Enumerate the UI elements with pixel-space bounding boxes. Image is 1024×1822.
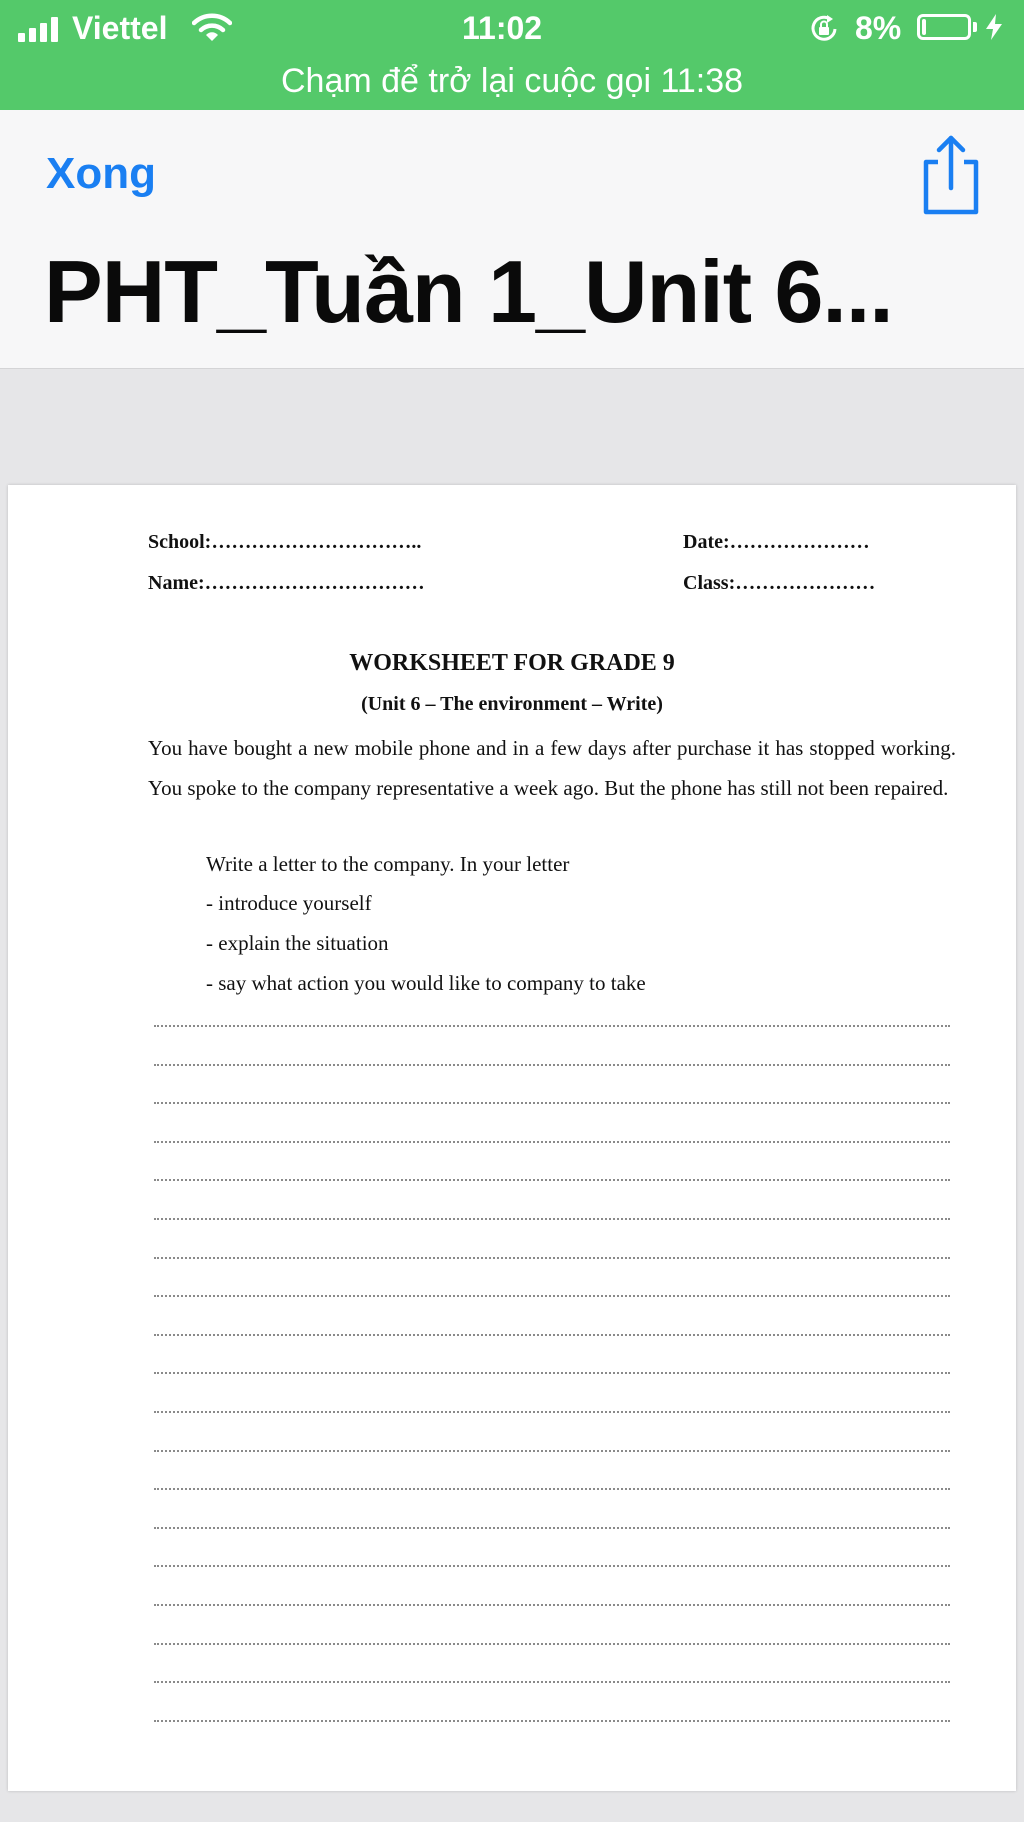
answer-line xyxy=(154,1372,950,1374)
class-field: Class:………………… xyxy=(683,572,876,594)
answer-line xyxy=(154,1488,950,1490)
school-field: School:………………………….. xyxy=(148,531,422,553)
answer-line xyxy=(154,1604,950,1606)
answer-line xyxy=(154,1025,950,1027)
worksheet-title: WORKSHEET FOR GRADE 9 xyxy=(349,650,675,676)
rotation-lock-icon xyxy=(808,13,840,43)
worksheet-subtitle: (Unit 6 – The environment – Write) xyxy=(361,693,663,715)
share-icon[interactable] xyxy=(918,132,984,218)
instruction-line: - introduce yourself xyxy=(206,891,372,915)
battery-fill xyxy=(922,19,926,35)
answer-line xyxy=(154,1295,950,1297)
nav-header xyxy=(0,110,1024,369)
wifi-icon xyxy=(192,12,232,42)
status-row xyxy=(0,0,1024,58)
answer-line xyxy=(154,1450,950,1452)
answer-line xyxy=(154,1411,950,1413)
instruction-line: - explain the situation xyxy=(206,931,389,955)
return-to-call-banner[interactable]: Chạm để trở lại cuộc gọi 11:38 xyxy=(280,62,744,100)
signal-icon xyxy=(18,16,58,42)
answer-line xyxy=(154,1064,950,1066)
name-field: Name:…………………………… xyxy=(148,572,425,594)
answer-line xyxy=(154,1334,950,1336)
status-bar xyxy=(0,0,1024,110)
answer-lines xyxy=(154,1025,950,1765)
document-viewer[interactable] xyxy=(0,369,1024,1822)
instruction-line: Write a letter to the company. In your letter xyxy=(206,852,570,876)
worksheet-intro: You have bought a new mobile phone and in a few days after purchase it has stopped working. You spoke to the company representative a week ago. But the phone has still not been repaired. xyxy=(148,736,956,800)
instruction-line: - say what action you would like to company to take xyxy=(206,971,646,995)
carrier-name: Viettel xyxy=(72,10,168,46)
date-field: Date:………………… xyxy=(683,531,870,553)
answer-line xyxy=(154,1179,950,1181)
battery-cap xyxy=(973,22,977,32)
answer-line xyxy=(154,1720,950,1722)
answer-line xyxy=(154,1565,950,1567)
answer-line xyxy=(154,1527,950,1529)
battery-icon xyxy=(917,14,971,40)
answer-line xyxy=(154,1681,950,1683)
charging-bolt-icon xyxy=(985,14,1003,40)
answer-line xyxy=(154,1257,950,1259)
done-button[interactable]: Xong xyxy=(46,149,156,198)
answer-line xyxy=(154,1141,950,1143)
answer-line xyxy=(154,1218,950,1220)
page-title: PHT_Tuần 1_Unit 6... xyxy=(44,242,893,341)
answer-line xyxy=(154,1102,950,1104)
document-page[interactable] xyxy=(8,485,1016,1791)
answer-line xyxy=(154,1643,950,1645)
status-time: 11:02 xyxy=(462,10,543,46)
battery-percent: 8% xyxy=(855,10,902,46)
